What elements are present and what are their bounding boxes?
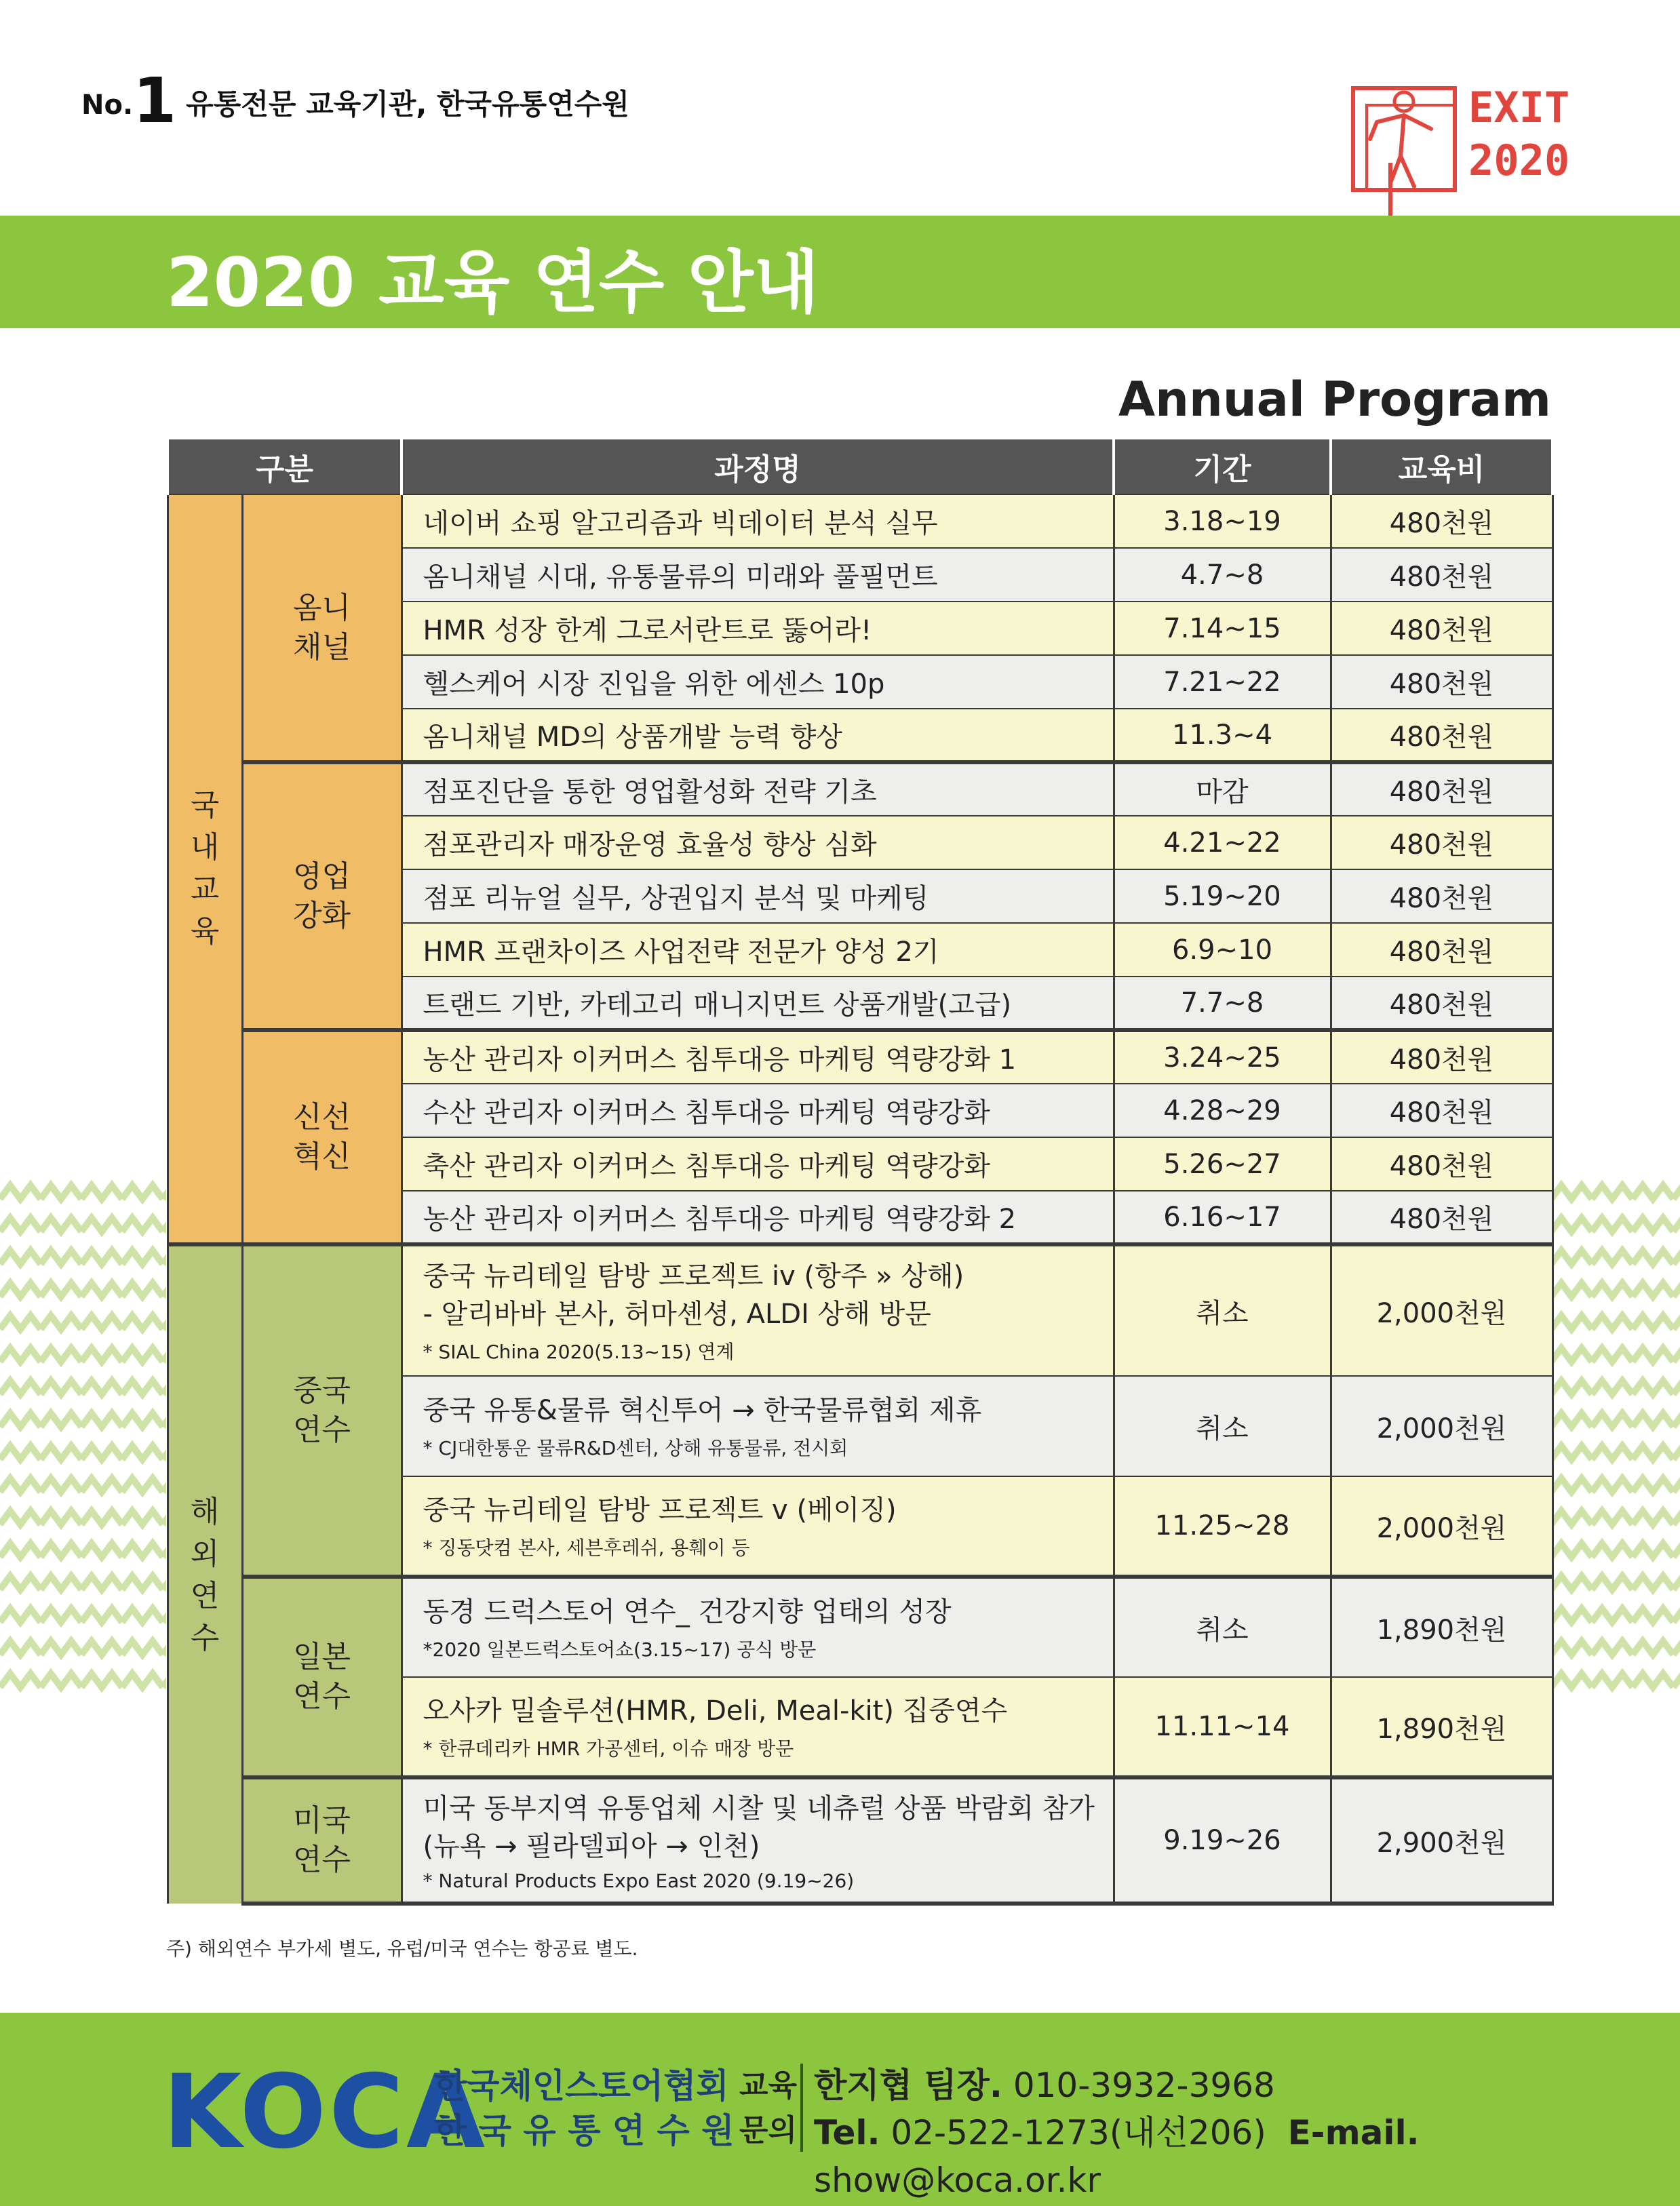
- course-period: 4.21~22: [1114, 816, 1331, 869]
- course-cell: [402, 1476, 1114, 1577]
- course-name: 점포진단을 통한 영업활성화 전략 기초: [402, 762, 1114, 816]
- subcategory-sales: [242, 762, 402, 1030]
- course-period: 3.24~25: [1114, 1030, 1331, 1084]
- header-course: 과정명: [402, 439, 1114, 494]
- exit-2020-label: [1468, 81, 1569, 187]
- footer-divider: [800, 2064, 803, 2152]
- zigzag-pattern-right: [1551, 1179, 1680, 1694]
- org-line-1: 한국체인스토어협회: [434, 2066, 729, 2106]
- subtitle: Annual Program: [1118, 372, 1551, 427]
- course-note: * 징동닷컴 본사, 세븐후레쉬, 용훼이 등: [423, 1537, 750, 1559]
- tagline-block: [81, 64, 629, 137]
- course-period: 5.26~27: [1114, 1137, 1331, 1191]
- course-name: HMR 프랜차이즈 사업전략 전문가 양성 2기: [402, 923, 1114, 977]
- course-period: 4.28~29: [1114, 1084, 1331, 1137]
- annual-program-table: [166, 439, 1554, 1906]
- course-fee: 480천원: [1331, 709, 1552, 762]
- course-name: 농산 관리자 이커머스 침투대응 마케팅 역량강화 1: [402, 1030, 1114, 1084]
- footer: [0, 2013, 1680, 2206]
- course-line: 동경 드럭스토어 연수_ 건강지향 업태의 성장: [423, 1596, 952, 1628]
- course-note: *2020 일본드럭스토어쇼(3.15~17) 공식 방문: [423, 1638, 817, 1661]
- course-fee: 480천원: [1331, 923, 1552, 977]
- course-fee: 1,890천원: [1331, 1577, 1552, 1677]
- subcategory-omni-label: 옴니 채널: [293, 590, 351, 665]
- tagline-text: 유통전문 교육기관, 한국유통연수원: [186, 87, 629, 121]
- course-cell: [402, 1376, 1114, 1476]
- course-line: 미국 동부지역 유통업체 시찰 및 네츄럴 상품 박람회 참가: [423, 1792, 1095, 1824]
- course-period: 3.18~19: [1114, 494, 1331, 548]
- subcategory-usa: [242, 1777, 402, 1904]
- subcategory-omni: [242, 494, 402, 762]
- course-note: * SIAL China 2020(5.13~15) 연계: [423, 1341, 735, 1363]
- contact-mobile[interactable]: 010-3932-3968: [1013, 2066, 1275, 2105]
- course-period: 7.7~8: [1114, 977, 1331, 1030]
- subcategory-fresh-label: 신선 혁신: [293, 1100, 351, 1174]
- exit-word: EXIT: [1468, 83, 1570, 132]
- course-line: (뉴욕 → 필라델피아 → 인천): [423, 1830, 760, 1862]
- category-overseas: [168, 1244, 242, 1904]
- course-period: 11.11~14: [1114, 1677, 1331, 1777]
- course-name: 점포관리자 매장운영 효율성 향상 심화: [402, 816, 1114, 869]
- course-cell: [402, 1244, 1114, 1376]
- header-category: 구분: [168, 439, 402, 494]
- course-line: 오사카 밀솔루션(HMR, Deli, Meal-kit) 집중연수: [423, 1695, 1008, 1727]
- subcategory-fresh: [242, 1030, 402, 1244]
- contact-info: [814, 2062, 1680, 2204]
- course-period: 11.25~28: [1114, 1476, 1331, 1577]
- contact-name: 한지협 팀장.: [814, 2066, 1002, 2105]
- exit-year: 2020: [1468, 136, 1570, 185]
- course-note: * 한큐데리카 HMR 가공센터, 이슈 매장 방문: [423, 1737, 794, 1760]
- subcategory-japan: [242, 1577, 402, 1777]
- course-period: 7.21~22: [1114, 655, 1331, 709]
- org-line-2: 한 국 유 통 연 수 원: [434, 2111, 735, 2150]
- course-name: HMR 성장 한계 그로서란트로 뚫어라!: [402, 602, 1114, 655]
- course-fee: 2,000천원: [1331, 1244, 1552, 1376]
- course-name: 수산 관리자 이커머스 침투대응 마케팅 역량강화: [402, 1084, 1114, 1137]
- course-fee: 480천원: [1331, 1191, 1552, 1244]
- course-name: 트랜드 기반, 카테고리 매니지먼트 상품개발(고급): [402, 977, 1114, 1030]
- course-fee: 2,900천원: [1331, 1777, 1552, 1904]
- subcategory-china: [242, 1244, 402, 1577]
- subcategory-china-label: 중국 연수: [293, 1373, 351, 1447]
- course-fee: 480천원: [1331, 1137, 1552, 1191]
- course-period: 6.16~17: [1114, 1191, 1331, 1244]
- course-name: 네이버 쇼핑 알고리즘과 빅데이터 분석 실무: [402, 494, 1114, 548]
- inquiry-line-1: 교육: [739, 2068, 798, 2103]
- course-fee: 480천원: [1331, 816, 1552, 869]
- tel-number[interactable]: 02-522-1273(내선206): [891, 2113, 1266, 2152]
- course-name: 점포 리뉴얼 실무, 상권입지 분석 및 마케팅: [402, 869, 1114, 923]
- course-period: 11.3~4: [1114, 709, 1331, 762]
- inquiry-line-2: 문의: [739, 2113, 798, 2148]
- course-period: 취소: [1114, 1244, 1331, 1376]
- course-period: 취소: [1114, 1376, 1331, 1476]
- page-title: 2020 교육 연수 안내: [166, 243, 819, 322]
- footnote: 주) 해외연수 부가세 별도, 유럽/미국 연수는 항공료 별도.: [166, 1937, 638, 1960]
- course-period: 4.7~8: [1114, 548, 1331, 602]
- course-name: 축산 관리자 이커머스 침투대응 마케팅 역량강화: [402, 1137, 1114, 1191]
- course-line: 중국 뉴리테일 탐방 프로젝트 v (베이징): [423, 1495, 897, 1526]
- inquiry-label: [739, 2064, 797, 2153]
- course-fee: 480천원: [1331, 548, 1552, 602]
- email-label: E-mail.: [1287, 2113, 1420, 2152]
- organization-name: [434, 2064, 735, 2153]
- course-name: 농산 관리자 이커머스 침투대응 마케팅 역량강화 2: [402, 1191, 1114, 1244]
- course-line: 중국 뉴리테일 탐방 프로젝트 iv (항주 » 상해): [423, 1261, 964, 1292]
- course-line: - 알리바바 본사, 허마셴셩, ALDI 상해 방문: [423, 1299, 931, 1330]
- course-period: 7.14~15: [1114, 602, 1331, 655]
- course-fee: 1,890천원: [1331, 1677, 1552, 1777]
- course-fee: 480천원: [1331, 869, 1552, 923]
- course-line: 중국 유통&물류 혁신투어 → 한국물류협회 제휴: [423, 1395, 982, 1426]
- course-note: * Natural Products Expo East 2020 (9.19~26): [423, 1869, 855, 1892]
- course-name: 헬스케어 시장 진입을 위한 에센스 10p: [402, 655, 1114, 709]
- course-fee: 480천원: [1331, 762, 1552, 816]
- header-period: 기간: [1114, 439, 1331, 494]
- koca-logo: KOCA: [163, 2053, 488, 2171]
- course-fee: 480천원: [1331, 1030, 1552, 1084]
- course-period: 취소: [1114, 1577, 1331, 1677]
- title-band: [0, 216, 1680, 328]
- course-cell: [402, 1577, 1114, 1677]
- subcategory-japan-label: 일본 연수: [293, 1640, 351, 1714]
- subcategory-usa-label: 미국 연수: [293, 1803, 351, 1877]
- course-fee: 480천원: [1331, 977, 1552, 1030]
- subcategory-sales-label: 영업 강화: [293, 859, 351, 933]
- course-cell: [402, 1677, 1114, 1777]
- course-name: 옴니채널 시대, 유통물류의 미래와 풀필먼트: [402, 548, 1114, 602]
- course-fee: 2,000천원: [1331, 1376, 1552, 1476]
- category-overseas-label: 해 외 연 수: [190, 1494, 220, 1655]
- category-domestic-label: 국 내 교 육: [190, 788, 220, 949]
- course-fee: 480천원: [1331, 602, 1552, 655]
- course-name: 옴니채널 MD의 상품개발 능력 향상: [402, 709, 1114, 762]
- tel-label: Tel.: [814, 2113, 880, 2152]
- course-period: 6.9~10: [1114, 923, 1331, 977]
- course-period: 5.19~20: [1114, 869, 1331, 923]
- course-note: * CJ대한통운 물류R&D센터, 상해 유통물류, 전시회: [423, 1437, 848, 1459]
- header-fee: 교육비: [1331, 439, 1552, 494]
- email-link[interactable]: show@koca.or.kr: [814, 2161, 1101, 2200]
- zigzag-pattern-left: [0, 1179, 166, 1694]
- no-number: 1: [133, 64, 177, 137]
- category-domestic: [168, 494, 242, 1244]
- course-cell: [402, 1777, 1114, 1904]
- course-fee: 480천원: [1331, 655, 1552, 709]
- course-period: 마감: [1114, 762, 1331, 816]
- course-fee: 2,000천원: [1331, 1476, 1552, 1577]
- course-fee: 480천원: [1331, 1084, 1552, 1137]
- no-label: No.: [81, 90, 134, 121]
- course-period: 9.19~26: [1114, 1777, 1331, 1904]
- course-fee: 480천원: [1331, 494, 1552, 548]
